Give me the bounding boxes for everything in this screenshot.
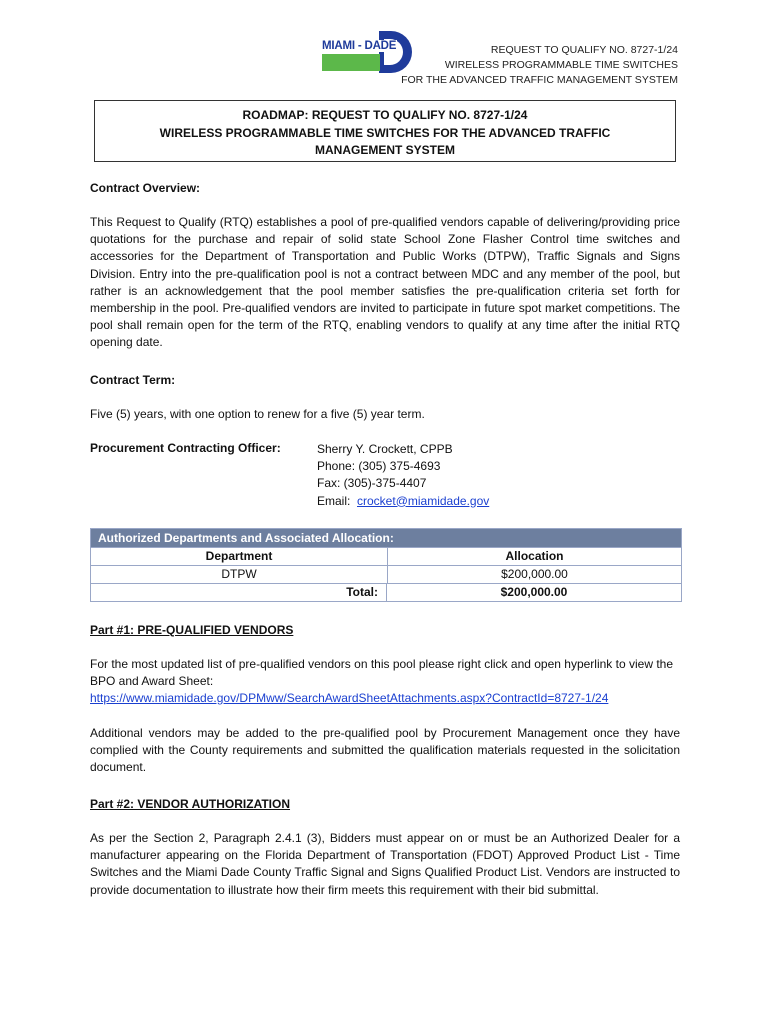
term-heading: Contract Term: xyxy=(90,373,176,387)
part2-heading: Part #2: VENDOR AUTHORIZATION xyxy=(90,797,291,811)
email-link[interactable]: crocket@miamidade.gov xyxy=(357,493,490,508)
allocation-heading: Authorized Departments and Associated Allocation: xyxy=(91,529,681,547)
title-line: ROADMAP: REQUEST TO QUALIFY NO. 8727-1/24 xyxy=(242,108,528,122)
allocation-column-header: Allocation xyxy=(505,549,564,563)
department-cell: DTPW xyxy=(91,566,388,583)
miami-dade-logo xyxy=(321,30,413,74)
allocation-table xyxy=(90,528,682,602)
part1-additional: Additional vendors may be added to the pre-qualified pool by Procurement Management once they have complied with the County requirements and submitted the qualification materials requested in the solicitation document. xyxy=(90,726,680,775)
department-column-header: Department xyxy=(91,548,388,565)
header-line: REQUEST TO QUALIFY NO. 8727-1/24 xyxy=(490,44,678,56)
officer-email-row xyxy=(317,493,489,510)
title-line: MANAGEMENT SYSTEM xyxy=(314,143,455,157)
overview-body: This Request to Qualify (RTQ) establishes a pool of pre-qualified vendors capable of delivering/providing price quotations for the purchase and repair of solid state School Zone Flasher Control time switches and accessories for the Department of Transportation and Public Works (DTPW), Traffic Signals and Signs Division. Entry into the pre-qualification pool is not a contract between MDC and any member of the pool, but rather is an acknowledgement that the pool member satisfies the pre-qualification criteria set forth for membership in the pool. Pre-qualified vendors are invited to participate in future spot market competitions. The pool shall remain open for the term of the RTQ, enabling vendors to qualify at any time after the initial RTQ opening date. xyxy=(90,215,680,350)
total-label: Total: xyxy=(91,584,387,601)
officer-name: Sherry Y. Crockett, CPPB xyxy=(317,442,453,456)
part1-body: For the most updated list of pre-qualified vendors on this pool please right click and open hyperlink to view the BPO and Award Sheet: xyxy=(90,657,673,689)
overview-heading: Contract Overview: xyxy=(90,181,201,195)
term-body: Five (5) years, with one option to renew for a five (5) year term. xyxy=(90,407,425,421)
title-line: WIRELESS PROGRAMMABLE TIME SWITCHES FOR THE ADVANCED TRAFFIC xyxy=(159,125,611,140)
award-sheet-link[interactable]: https://www.miamidade.gov/DPMww/SearchAwardSheetAttachments.aspx?ContractId=8727-1/24 xyxy=(90,691,609,705)
document-header xyxy=(401,43,678,88)
header-line: WIRELESS PROGRAMMABLE TIME SWITCHES xyxy=(444,59,678,71)
officer-fax: Fax: (305)-375-4407 xyxy=(317,476,427,491)
part1-heading: Part #1: PRE-QUALIFIED VENDORS xyxy=(90,623,294,637)
title-box xyxy=(94,100,676,162)
total-row xyxy=(91,583,681,601)
table-header-row xyxy=(91,547,681,565)
email-label: Email: xyxy=(317,493,358,508)
officer-contact xyxy=(317,441,489,510)
allocation-cell: $200,000.00 xyxy=(501,567,568,581)
table-row xyxy=(91,565,681,583)
total-value: $200,000.00 xyxy=(500,585,568,599)
part2-body: As per the Section 2, Paragraph 2.4.1 (3), Bidders must appear on or must be an Authorized Dealer for a manufacturer appearing on the Florida Department of Transportation (FDOT) Approved Product List - Time Switches and the Miami Dade County Traffic Signal and Signs Qualified Product List. Vendors are instructed to provide documentation to illustrate how their firm meets this requirement with their bid submittal. xyxy=(90,831,680,897)
officer-label: Procurement Contracting Officer: xyxy=(90,441,281,455)
logo-text: MIAMI - DADE xyxy=(322,40,397,52)
officer-phone: Phone: (305) 375-4693 xyxy=(317,459,441,474)
header-line: FOR THE ADVANCED TRAFFIC MANAGEMENT SYSTEM xyxy=(401,74,678,86)
